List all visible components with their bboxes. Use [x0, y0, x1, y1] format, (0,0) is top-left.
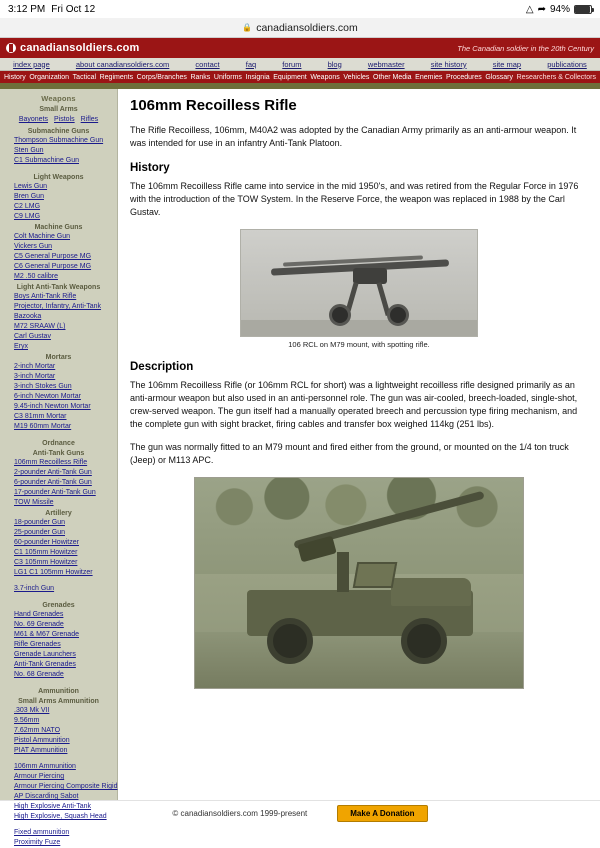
sidebar-item-rifle-grenades[interactable]: Rifle Grenades [14, 641, 61, 648]
sidebar-item-proximity-fuze[interactable]: Proximity Fuze [14, 839, 61, 846]
sidebar-heading-small-arms-ammunition: Small Arms Ammunition [18, 698, 99, 705]
browser-url-bar[interactable] [0, 18, 600, 38]
nav-index-page[interactable]: index page [13, 59, 50, 69]
sidebar-item-carl-gustav[interactable]: Carl Gustav [14, 333, 51, 340]
sidebar-item-c3-81mm-mortar[interactable]: C3 81mm Mortar [14, 413, 67, 420]
sidebar-item-m2-50-calibre[interactable]: M2 .50 calibre [14, 273, 58, 280]
sidebar-item-no-69-grenade[interactable]: No. 69 Grenade [14, 621, 64, 628]
ios-status-bar [0, 0, 600, 18]
sidebar-heading-artillery: Artillery [45, 510, 72, 517]
nav2-other-media[interactable]: Other Media [373, 73, 412, 81]
photo-106-rcl-m79-mount [240, 229, 478, 337]
sidebar-heading-machine-guns: Machine Guns [34, 224, 83, 231]
nav2-insignia[interactable]: Insignia [245, 73, 270, 81]
nav-faq[interactable]: faq [245, 59, 257, 69]
lock-icon: 🔒 [242, 23, 253, 32]
sidebar-item-grenade-launchers[interactable]: Grenade Launchers [14, 651, 76, 658]
site-brand-text: canadiansoldiers.com [20, 42, 140, 54]
sidebar-heading-grenades: Grenades [42, 602, 75, 609]
sidebar-item-3-inch-mortar[interactable]: 3-inch Mortar [14, 373, 56, 380]
sidebar-item-6-pounder-anti-tank-gun[interactable]: 6-pounder Anti-Tank Gun [14, 479, 92, 486]
sidebar-heading-mortars: Mortars [45, 354, 72, 361]
status-right [526, 4, 592, 15]
url-text[interactable]: canadiansoldiers.com [256, 21, 358, 34]
sidebar-heading-small-arms: Small Arms [39, 106, 78, 113]
site-header [0, 38, 600, 58]
sidebar-item-c1-submachine-gun[interactable]: C1 Submachine Gun [14, 157, 79, 164]
sidebar-item-boys-anti-tank-rifle[interactable]: Boys Anti-Tank Rifle [14, 293, 77, 300]
battery-label: 94% [549, 3, 570, 15]
article-content [118, 89, 600, 800]
sidebar-item-rifles[interactable]: Rifles [80, 116, 99, 123]
battery-icon [574, 5, 592, 14]
location-icon: ➦ [537, 3, 546, 15]
sidebar-item-c5-gpmg[interactable]: C5 General Purpose MG [14, 253, 92, 260]
sidebar-item-pistols[interactable]: Pistols [54, 116, 75, 123]
sidebar-item-armour-piercing-composite-rigid[interactable]: Armour Piercing Composite Rigid [14, 783, 118, 790]
sidebar-item-lg1-c1-105mm-howitzer[interactable]: LG1 C1 105mm Howitzer [14, 569, 93, 576]
nav2-vehicles[interactable]: Vehicles [343, 73, 370, 81]
sidebar-item-945-inch-newton-mortar[interactable]: 9.45-inch Newton Mortar [14, 403, 91, 410]
wifi-icon: △ [525, 3, 534, 15]
nav-publications[interactable]: publications [547, 59, 587, 69]
sidebar-item-303-mk-vii[interactable]: .303 Mk VII [14, 707, 50, 714]
nav2-corps-branches[interactable]: Corps/Branches [136, 73, 187, 81]
sidebar-item-colt-machine-gun[interactable]: Colt Machine Gun [14, 233, 71, 240]
sidebar-item-armour-piercing[interactable]: Armour Piercing [14, 773, 65, 780]
sidebar-heading-submachine-guns: Submachine Guns [27, 128, 90, 135]
site-tagline: The Canadian soldier in the 20th Century [457, 43, 594, 53]
section-description-paragraph-1: The 106mm Recoilless Rifle (or 106mm RCL for short) was a lightweight recoilless rifle designed primarily as an anti-armour weapon but also used in an anti-personnel role. The gun was air-cooled, breech-loaded, single-shot, crew-served weapon. The gun itself had a manually operated breech and percussion type firing mechanism, and the complete gun with sight bracket, firing cables and transfer box weighed 114kg (251 lbs). [130, 380, 578, 429]
nav-blog[interactable]: blog [327, 59, 342, 69]
sidebar-item-c6-gpmg[interactable]: C6 General Purpose MG [14, 263, 92, 270]
sidebar-heading-light-weapons: Light Weapons [33, 174, 84, 181]
sidebar-heading-ordnance: Ordnance [42, 440, 75, 447]
nav-about[interactable]: about canadiansoldiers.com [75, 59, 170, 69]
nav2-uniforms[interactable]: Uniforms [213, 73, 242, 81]
sidebar-row-small-arms[interactable] [0, 114, 117, 126]
status-left [8, 4, 95, 15]
sidebar-item-tow-missile[interactable]: TOW Missile [14, 499, 54, 506]
nav2-organization[interactable]: Organization [29, 73, 70, 81]
sidebar-item-2-inch-mortar[interactable]: 2-inch Mortar [14, 363, 56, 370]
sidebar-item-hand-grenades[interactable]: Hand Grenades [14, 611, 64, 618]
sidebar-item-bren-gun[interactable]: Bren Gun [14, 193, 44, 200]
figure-caption: 106 RCL on M79 mount, with spotting rifle. [288, 340, 430, 349]
nav2-weapons[interactable]: Weapons [310, 73, 340, 81]
site-logo[interactable] [6, 42, 140, 54]
article-intro: The Rifle Recoilless, 106mm, M40A2 was adopted by the Canadian Army primarily as an anti-armour weapon. It was intended for use in an infantry Anti-Tank Platoon. [130, 125, 577, 148]
sidebar-item-bazooka[interactable]: Bazooka [14, 313, 42, 320]
sidebar-heading-light-anti-tank-weapons: Light Anti-Tank Weapons [16, 284, 101, 291]
sidebar-heading-anti-tank-guns: Anti-Tank Guns [32, 450, 85, 457]
nav2-glossary[interactable]: Glossary [485, 73, 513, 81]
sidebar-item-106mm-recoilless-rifle[interactable]: 106mm Recoilless Rifle [14, 459, 88, 466]
nav2-enemies[interactable]: Enemies [415, 73, 443, 81]
sidebar-item-high-explosive-anti-tank[interactable]: High Explosive Anti-Tank [14, 803, 92, 810]
make-a-donation-button[interactable]: Make A Donation [337, 805, 427, 822]
sidebar-item-ap-discarding-sabot[interactable]: AP Discarding Sabot [14, 793, 79, 800]
sidebar-item-sten-gun[interactable]: Sten Gun [14, 147, 44, 154]
sidebar-item-high-explosive-squash-head[interactable]: High Explosive, Squash Head [14, 813, 107, 820]
maple-leaf-icon [6, 43, 16, 53]
sidebar-item-pistol-ammunition[interactable]: Pistol Ammunition [14, 737, 70, 744]
section-heading-description: Description [130, 361, 194, 373]
sidebar-item-37-inch-gun[interactable]: 3.7-inch Gun [14, 585, 55, 592]
nav2-researchers-collectors[interactable]: Researchers & Collectors [516, 73, 596, 81]
sidebar-item-eryx[interactable]: Eryx [14, 343, 28, 350]
sidebar-item-c3-105mm-howitzer[interactable]: C3 105mm Howitzer [14, 559, 78, 566]
sidebar-item-lewis-gun[interactable]: Lewis Gun [14, 183, 48, 190]
nav2-tactical[interactable]: Tactical [72, 73, 97, 81]
sidebar-item-3-inch-stokes-gun[interactable]: 3-inch Stokes Gun [14, 383, 72, 390]
section-heading-history: History [130, 162, 170, 174]
sidebar-item-m61-m67-grenade[interactable]: M61 & M67 Grenade [14, 631, 79, 638]
photo-106-rcl-mounted-jeep [194, 477, 524, 689]
nav2-ranks[interactable]: Ranks [190, 73, 211, 81]
sidebar-item-25-pounder-gun[interactable]: 25-pounder Gun [14, 529, 65, 536]
sidebar-item-60-pounder-howitzer[interactable]: 60-pounder Howitzer [14, 539, 79, 546]
sidebar-title: Weapons [41, 94, 76, 103]
section-history-paragraph-1: The 106mm Recoilless Rifle came into service in the mid 1950's, and was retired from the Regular Force in 1976 with the introduction of the TOW System. In the Reserve Force, the weapon was replaced in 1988 by the Carl Gustav. [130, 181, 579, 217]
nav-site-history[interactable]: site history [430, 59, 467, 69]
primary-nav[interactable] [0, 58, 600, 71]
nav-site-map[interactable]: site map [492, 59, 522, 69]
sidebar-item-762mm-nato[interactable]: 7.62mm NATO [14, 727, 61, 734]
sidebar-heading-ammunition: Ammunition [38, 688, 79, 695]
nav-webmaster[interactable]: webmaster [367, 59, 405, 69]
sidebar-item-bayonets[interactable]: Bayonets [18, 116, 49, 123]
nav-contact[interactable]: contact [195, 59, 220, 69]
sidebar-item-piat[interactable]: Projector, Infantry, Anti-Tank [14, 303, 102, 310]
sidebar-item-anti-tank-grenades[interactable]: Anti-Tank Grenades [14, 661, 76, 668]
sidebar-item-no-68-grenade[interactable]: No. 68 Grenade [14, 671, 64, 678]
section-description-paragraph-2: The gun was normally fitted to an M79 mount and fired either from the ground, or mounted on the 1/4 ton truck (Jeep) or M113 APC. [130, 442, 569, 465]
sidebar-item-c2-lmg[interactable]: C2 LMG [14, 203, 41, 210]
sidebar-item-17-pounder-anti-tank-gun[interactable]: 17-pounder Anti-Tank Gun [14, 489, 96, 496]
sidebar-item-18-pounder-gun[interactable]: 18-pounder Gun [14, 519, 65, 526]
sidebar-item-2-pounder-anti-tank-gun[interactable]: 2-pounder Anti-Tank Gun [14, 469, 92, 476]
sidebar-item-fixed-ammunition[interactable]: Fixed ammunition [14, 829, 70, 836]
sidebar-item-c1-105mm-howitzer[interactable]: C1 105mm Howitzer [14, 549, 78, 556]
secondary-nav[interactable] [0, 71, 600, 83]
sidebar-item-m19-60mm-mortar[interactable]: M19 60mm Mortar [14, 423, 72, 430]
nav2-equipment[interactable]: Equipment [273, 73, 307, 81]
figure-rcl-on-jeep [130, 477, 588, 689]
sidebar-item-vickers-gun[interactable]: Vickers Gun [14, 243, 52, 250]
status-date: Fri Oct 12 [51, 3, 96, 15]
copyright-text: © canadiansoldiers.com 1999-present [172, 809, 308, 818]
nav2-procedures[interactable]: Procedures [445, 73, 482, 81]
page-title: 106mm Recoilless Rifle [130, 97, 297, 114]
sidebar-item-106mm-ammunition[interactable]: 106mm Ammunition [14, 763, 76, 770]
sidebar [0, 89, 118, 846]
sidebar-item-6-inch-newton-mortar[interactable]: 6-inch Newton Mortar [14, 393, 81, 400]
nav2-history[interactable]: History [4, 73, 26, 81]
sidebar-item-piat-ammunition[interactable]: PIAT Ammunition [14, 747, 68, 754]
nav2-regiments[interactable]: Regiments [99, 73, 134, 81]
sidebar-item-thompson-submachine-gun[interactable]: Thompson Submachine Gun [14, 137, 104, 144]
sidebar-item-c9-lmg[interactable]: C9 LMG [14, 213, 41, 220]
sidebar-item-m72-sraaw[interactable]: M72 SRAAW (L) [14, 323, 66, 330]
figure-rcl-on-m79-mount [130, 229, 588, 349]
status-time: 3:12 PM [8, 3, 46, 15]
sidebar-item-956mm[interactable]: 9.56mm [14, 717, 40, 724]
nav-forum[interactable]: forum [282, 59, 302, 69]
